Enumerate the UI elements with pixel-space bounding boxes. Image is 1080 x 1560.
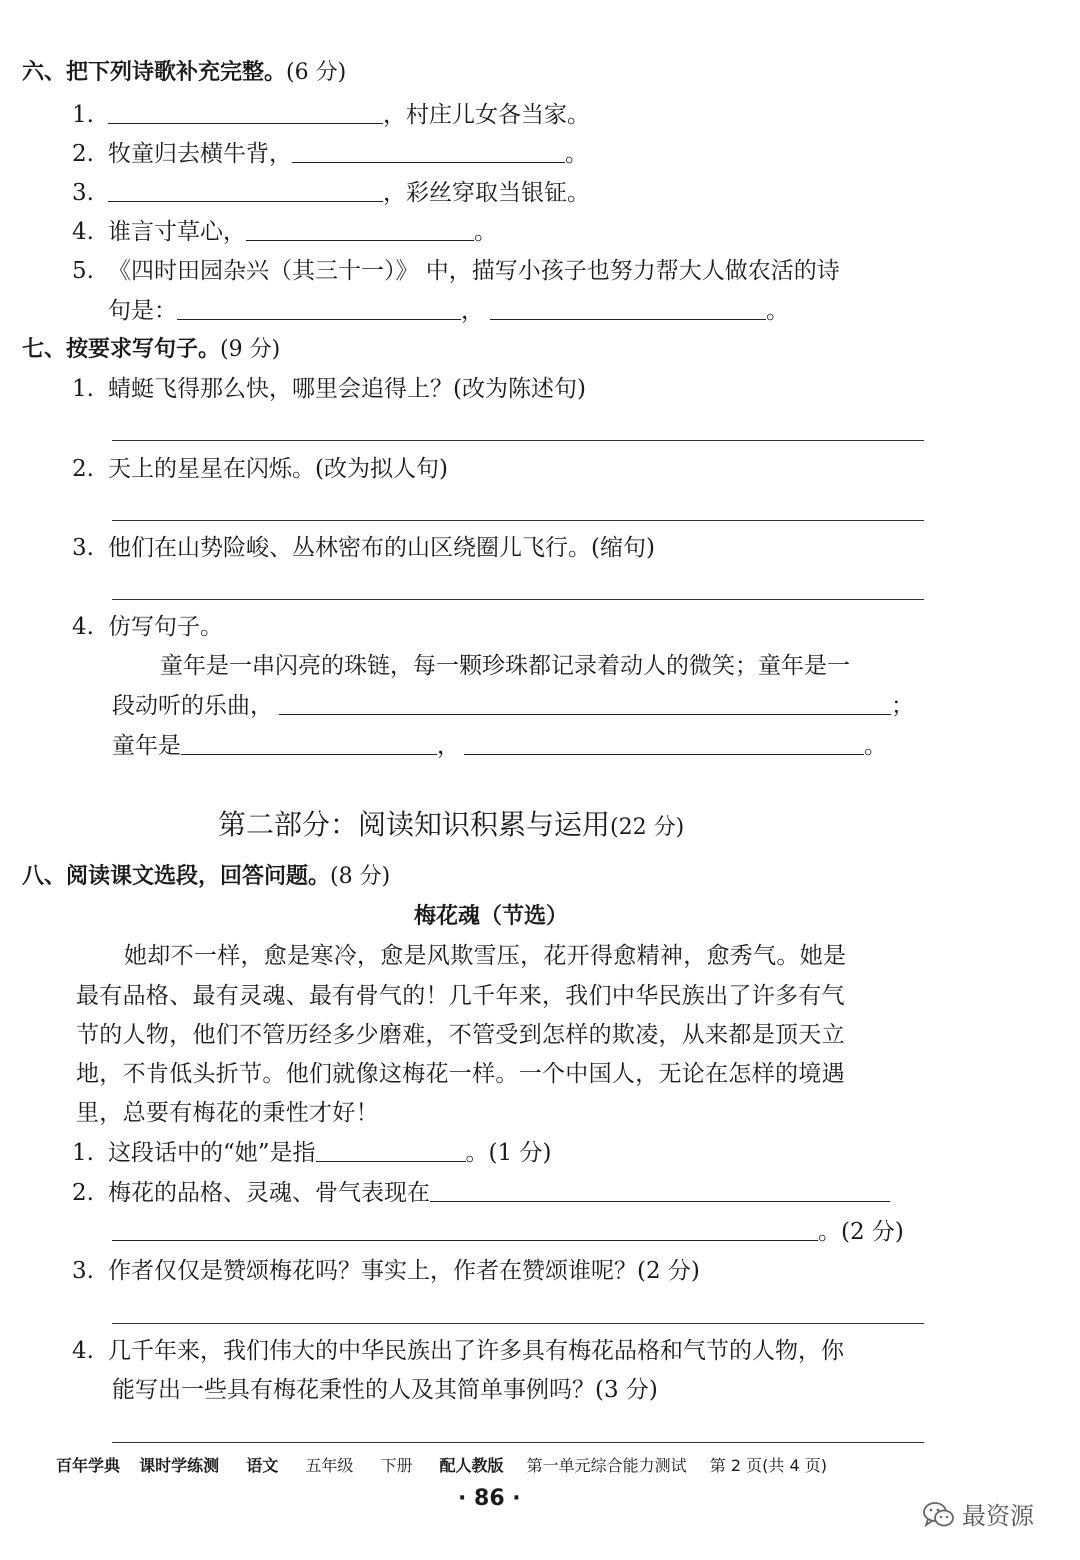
wechat-icon [922,1500,956,1536]
answer-line[interactable] [112,1323,924,1324]
poem-item-2: 2. 牧童归去横牛背， 。 [72,141,588,167]
imitation-line2: 段动听的乐曲， ； [112,693,914,719]
blank[interactable] [177,297,461,320]
part2-title: 第二部分：阅读知识积累与运用 [218,808,611,841]
footer-grade: 五年级 [305,1456,354,1475]
reading-q1: 1. 这段话中的“她”是指 。(1 分) [72,1140,552,1166]
blank[interactable] [112,1218,818,1241]
sentence-item-2: 2. 天上的星星在闪烁。(改为拟人句) [72,456,448,482]
section8-title: 八、阅读课文选段，回答问题。 [22,864,331,889]
blank[interactable] [464,732,864,755]
blank[interactable] [246,218,474,241]
part2-heading [218,807,684,846]
footer [56,1455,827,1477]
passage-line: 节的人物，他们不管历经多少磨难，不管受到怎样的欺凌，从来都是顶天立 [76,1022,845,1048]
page-number: · 86 · [458,1486,521,1511]
poem-item-3: 3. ，彩丝穿取当银钲。 [72,180,590,206]
passage-line: 最有品格、最有灵魂、最有骨气的！几千年来，我们中华民族出了许多有气 [76,983,845,1009]
section7-title: 七、按要求写句子。 [22,337,221,362]
footer-subject: 语文 [246,1456,279,1475]
footer-series: 课时学练测 [139,1456,220,1475]
answer-line[interactable] [112,1442,924,1443]
sentence-item-3: 3. 他们在山势险峻、丛林密布的山区绕圈儿飞行。(缩句) [72,535,655,561]
footer-edition: 配人教版 [439,1456,504,1475]
section6-heading [22,58,346,88]
watermark [922,1496,1034,1536]
passage-line: 里，总要有梅花的秉性才好！ [76,1100,379,1126]
section6-score: (6 分) [286,60,347,85]
section7-score: (9 分) [220,337,281,362]
imitation-example: 童年是一串闪亮的珠链，每一颗珍珠都记录着动人的微笑；童年是一 [160,653,850,679]
sentence-item-4: 4. 仿写句子。 [72,614,223,640]
answer-line[interactable] [112,599,924,600]
blank[interactable] [490,297,766,320]
section8-heading [22,862,390,892]
poem-item-5-line2: 句是： ， 。 [108,298,789,324]
section7-heading [22,335,280,365]
blank[interactable] [108,179,383,202]
blank[interactable] [181,732,437,755]
section8-score: (8 分) [330,864,391,889]
poem-item-4: 4. 谁言寸草心， 。 [72,219,497,245]
footer-test-name: 第一单元综合能力测试 [526,1456,687,1475]
blank[interactable] [316,1139,466,1162]
footer-page-info: 第 2 页(共 4 页) [709,1456,827,1475]
watermark-text: 最资源 [962,1502,1034,1530]
blank[interactable] [430,1179,890,1202]
sentence-item-1: 1. 蜻蜓飞得那么快，哪里会追得上？(改为陈述句) [72,376,586,402]
reading-q2-line2: 。(2 分) [112,1217,904,1247]
poem-item-5: 5. 《四时田园杂兴（其三十一）》 中，描写小孩子也努力帮大人做农活的诗 [72,258,840,284]
answer-line[interactable] [112,440,924,441]
blank[interactable] [292,140,565,163]
passage-title: 梅花魂（节选） [414,904,569,929]
section6-title: 六、把下列诗歌补充完整。 [22,60,287,85]
blank[interactable] [108,101,383,124]
reading-q2: 2. 梅花的品格、灵魂、骨气表现在 [72,1178,890,1208]
footer-brand: 百年学典 [56,1456,121,1475]
part2-score: (22 分) [610,815,685,840]
footer-volume: 下册 [380,1456,413,1475]
answer-line[interactable] [112,520,924,521]
imitation-line3: 童年是 ， 。 [112,733,887,759]
passage-line: 地，不肯低头折节。他们就像这梅花一样。一个中国人，无论在怎样的境遇 [76,1061,845,1087]
blank[interactable] [279,692,891,715]
poem-item-1: 1. ，村庄儿女各当家。 [72,102,590,128]
reading-q3: 3. 作者仅仅是赞颂梅花吗？事实上，作者在赞颂谁呢？(2 分) [72,1258,700,1284]
reading-q4: 4. 几千年来，我们伟大的中华民族出了许多具有梅花品格和气节的人物，你 [72,1338,844,1364]
passage-line: 她却不一样，愈是寒冷，愈是风欺雪压，花开得愈精神，愈秀气。她是 [124,943,847,969]
reading-q4-line2: 能写出一些具有梅花秉性的人及其简单事例吗？(3 分) [112,1377,658,1403]
